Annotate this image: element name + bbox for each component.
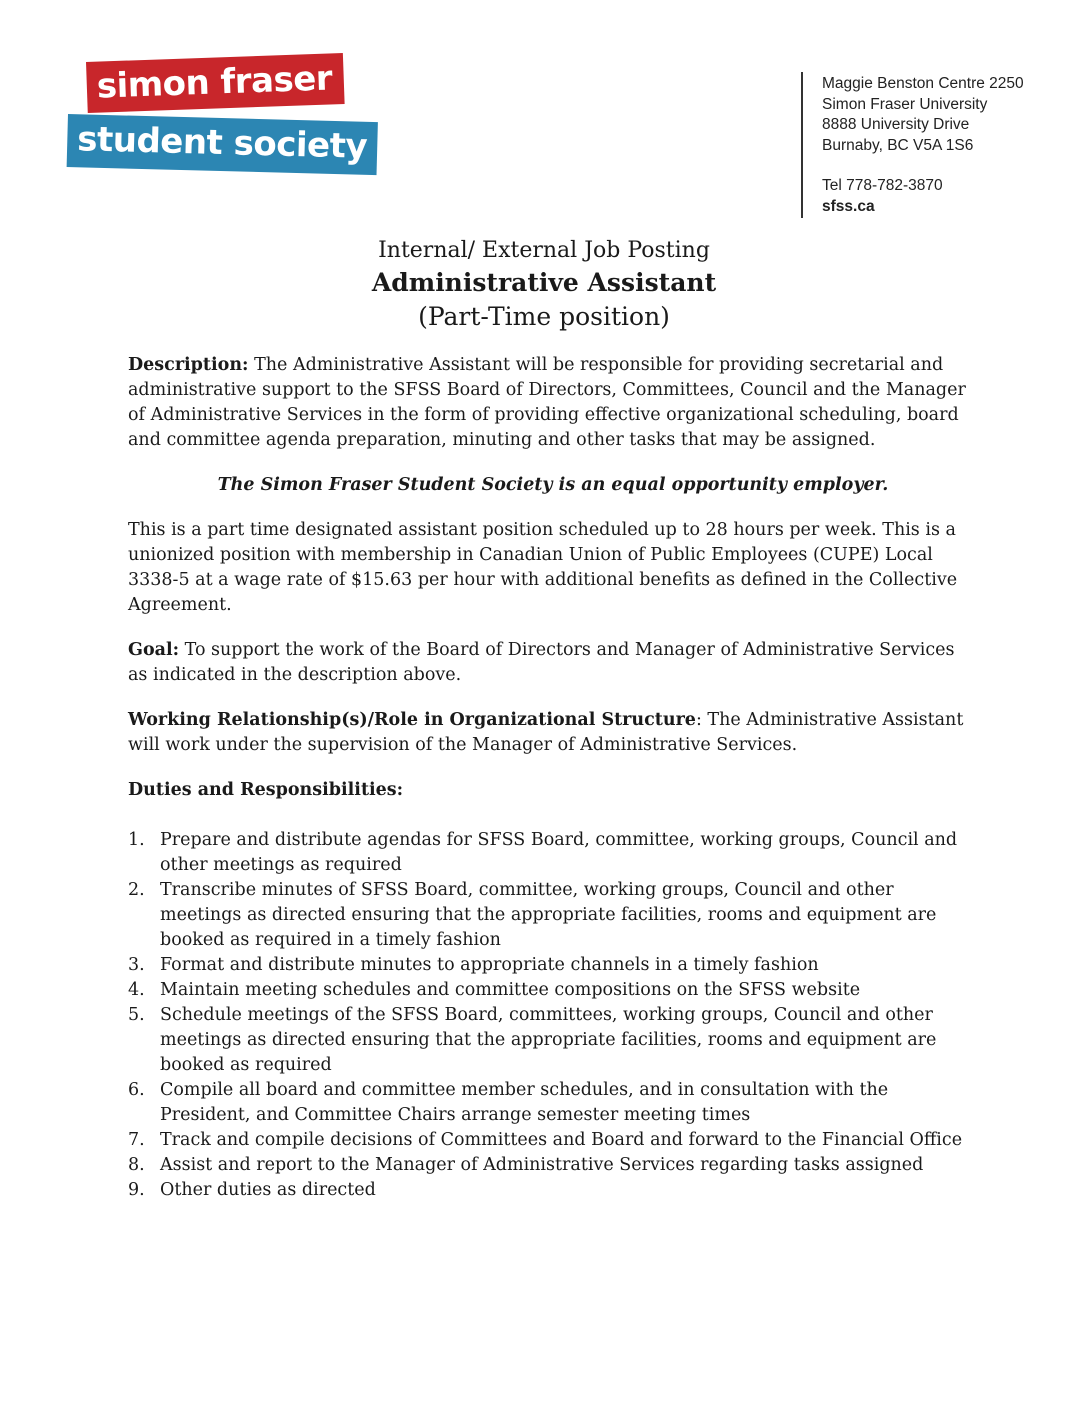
list-item-number: 6.	[128, 1080, 145, 1100]
description-text: The Administrative Assistant will be responsible for providing secretarial and administrative support to the SFSS Board of Directors, Committees, Council and the Manager of Administrative Services in the form of providing effective organizational scheduling, board and committee agenda preparation, minuting and other tasks that may be assigned.	[128, 355, 966, 450]
address-spacer	[822, 156, 1052, 176]
list-item-text: Compile all board and committee member schedules, and in consultation with the President, and Committee Chairs arrange semester meeting times	[160, 1080, 889, 1125]
goal-text: To support the work of the Board of Directors and Manager of Administrative Services as indicated in the description above.	[128, 640, 955, 685]
list-item	[128, 1128, 978, 1153]
posting-type: Internal/ External Job Posting	[378, 238, 710, 263]
address-line-4: Burnaby, BC V5A 1S6	[822, 136, 974, 154]
sfss-logo	[68, 58, 368, 172]
description-paragraph	[128, 353, 978, 453]
list-item-number: 5.	[128, 1005, 145, 1025]
list-item-number: 9.	[128, 1180, 145, 1200]
list-item-text: Schedule meetings of the SFSS Board, committees, working groups, Council and other meetings as directed ensuring that the appropriate facilities, rooms and equipment are booked as required	[160, 1005, 937, 1075]
list-item-text: Other duties as directed	[160, 1180, 376, 1200]
posting-heading	[0, 236, 1088, 334]
list-item	[128, 978, 978, 1003]
list-item-text: Maintain meeting schedules and committee compositions on the SFSS website	[160, 980, 861, 1000]
list-item	[128, 828, 978, 878]
logo-line-student-society: student society	[67, 114, 378, 175]
equal-opportunity-statement: The Simon Fraser Student Society is an equal opportunity employer.	[217, 475, 889, 495]
duties-heading-text: Duties and Responsibilities:	[128, 780, 404, 800]
duties-list	[128, 828, 978, 1203]
goal-paragraph	[128, 638, 978, 688]
list-item-text: Track and compile decisions of Committees and Board and forward to the Financial Office	[160, 1130, 963, 1150]
address-phone: Tel 778-782-3870	[822, 177, 943, 194]
list-item	[128, 953, 978, 978]
relationship-text: : The Administrative Assistant will work under the supervision of the Manager of Administrative Services.	[128, 710, 964, 755]
list-item	[128, 1078, 978, 1128]
list-item-text: Format and distribute minutes to appropriate channels in a timely fashion	[160, 955, 819, 975]
list-item-number: 7.	[128, 1130, 145, 1150]
logo-line-simon-fraser: simon fraser	[86, 53, 345, 113]
list-item	[128, 1153, 978, 1178]
job-title: Administrative Assistant	[371, 268, 717, 297]
goal-label: Goal:	[128, 640, 180, 660]
address-website: sfss.ca	[822, 197, 875, 215]
list-item-number: 8.	[128, 1155, 145, 1175]
relationship-label: Working Relationship(s)/Role in Organizational Structure	[128, 710, 696, 730]
address-line-3: 8888 University Drive	[822, 116, 970, 133]
list-item-number: 2.	[128, 880, 145, 900]
list-item-number: 3.	[128, 955, 145, 975]
list-item-text: Transcribe minutes of SFSS Board, committee, working groups, Council and other meetings as directed ensuring that the appropriate facilities, rooms and equipment are booked as required in a timely fashion	[160, 880, 937, 950]
address-block	[822, 74, 1052, 217]
list-item-text: Assist and report to the Manager of Administrative Services regarding tasks assigned	[160, 1155, 924, 1175]
description-label: Description:	[128, 355, 249, 375]
relationship-paragraph	[128, 708, 978, 758]
list-item	[128, 1003, 978, 1078]
list-item-text: Prepare and distribute agendas for SFSS Board, committee, working groups, Council and other meetings as required	[160, 830, 958, 875]
address-divider	[801, 72, 803, 218]
job-subtitle: (Part-Time position)	[418, 302, 670, 331]
list-item-number: 1.	[128, 830, 145, 850]
position-details-paragraph: This is a part time designated assistant position scheduled up to 28 hours per week. This is a unionized position with membership in Canadian Union of Public Employees (CUPE) Local 3338-5 at a wage rate of $15.63 per hour with additional benefits as defined in the Collective Agreement.	[128, 520, 958, 615]
posting-body	[128, 353, 978, 1203]
list-item	[128, 1178, 978, 1203]
address-line-2: Simon Fraser University	[822, 95, 988, 113]
address-line-1: Maggie Benston Centre 2250	[822, 75, 1024, 92]
list-item	[128, 878, 978, 953]
list-item-number: 4.	[128, 980, 145, 1000]
duties-heading	[128, 778, 978, 803]
